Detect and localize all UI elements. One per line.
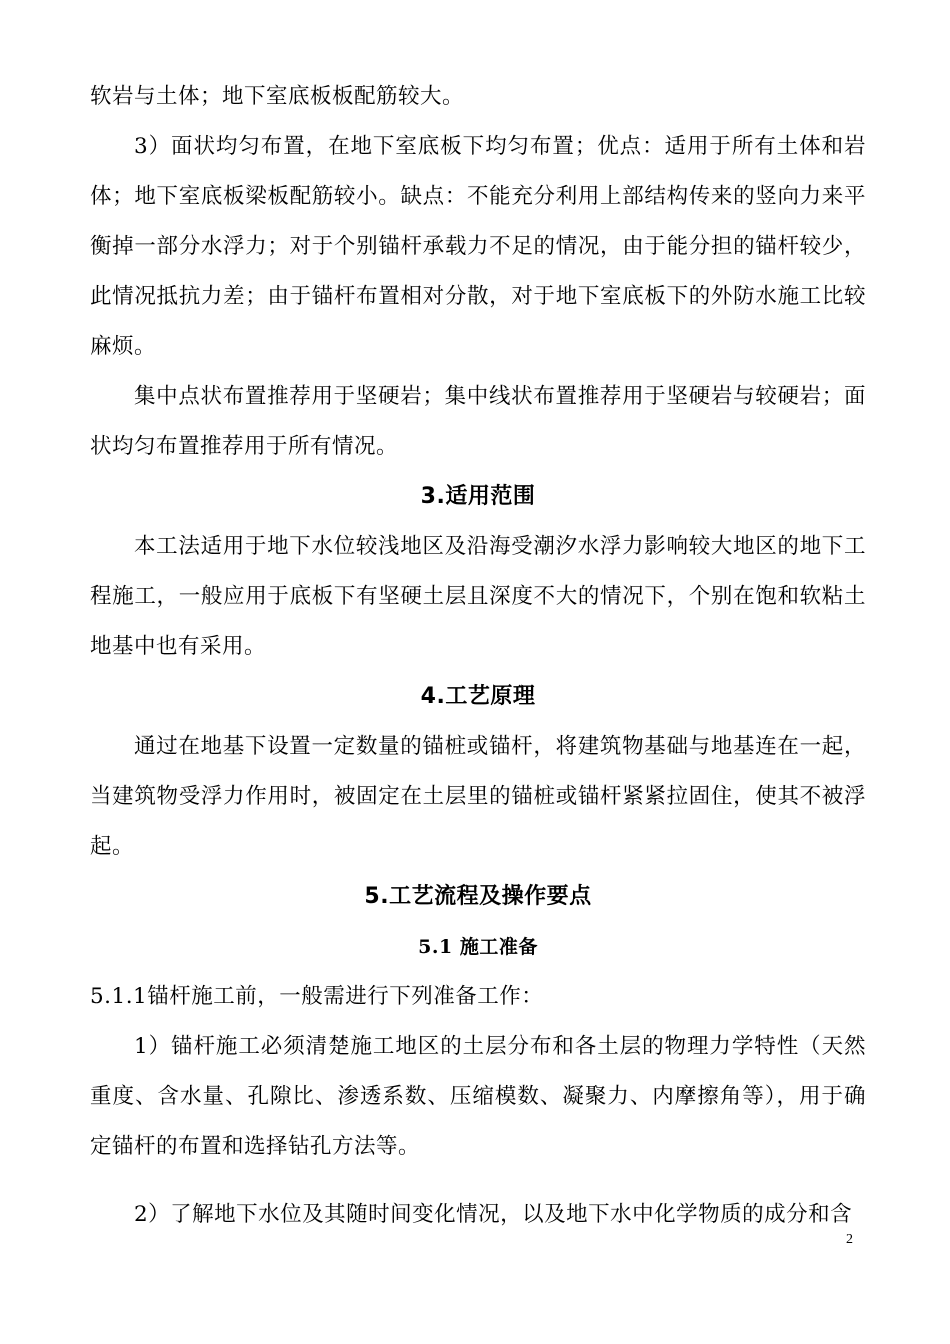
page-number: 2	[846, 1232, 853, 1247]
document-page	[90, 72, 866, 1240]
subsection-heading-preparation: 5.1 施工准备	[418, 936, 538, 958]
paragraph-layout-recommendation: 集中点状布置推荐用于坚硬岩；集中线状布置推荐用于坚硬岩与较硬岩；面状均匀布置推荐用于所有情况。	[90, 384, 866, 459]
paragraph-preparation-item-2: 2）了解地下水位及其随时间变化情况，以及地下水中化学物质的成分和含	[134, 1202, 853, 1227]
paragraph-principle: 通过在地基下设置一定数量的锚桩或锚杆，将建筑物基础与地基连在一起，当建筑物受浮力作用时，被固定在土层里的锚桩或锚杆紧紧拉固住，使其不被浮起。	[90, 734, 866, 859]
paragraph-preparation-intro: 5.1.1锚杆施工前，一般需进行下列准备工作：	[90, 984, 544, 1009]
section-heading-principle: 4.工艺原理	[420, 684, 536, 709]
section-heading-scope: 3.适用范围	[420, 484, 536, 509]
paragraph-layout-option-3: 3）面状均匀布置，在地下室底板下均匀布置；优点：适用于所有土体和岩体；地下室底板梁板配筋较小。缺点：不能充分利用上部结构传来的竖向力来平衡掉一部分水浮力；对于个别锚杆承载力不足的情况，由于能分担的锚杆较少，此情况抵抗力差；由于锚杆布置相对分散，对于地下室底板下的外防水施工比较麻烦。	[90, 134, 866, 359]
paragraph-continuation: 软岩与土体；地下室底板板配筋较大。	[90, 84, 465, 109]
paragraph-preparation-item-1: 1）锚杆施工必须清楚施工地区的土层分布和各土层的物理力学特性（天然重度、含水量、孔隙比、渗透系数、压缩模数、凝聚力、内摩擦角等），用于确定锚杆的布置和选择钻孔方法等。	[90, 1034, 866, 1159]
paragraph-scope: 本工法适用于地下水位较浅地区及沿海受潮汐水浮力影响较大地区的地下工程施工，一般应用于底板下有坚硬土层且深度不大的情况下，个别在饱和软粘土地基中也有采用。	[90, 534, 866, 659]
section-heading-process: 5.工艺流程及操作要点	[364, 884, 592, 909]
